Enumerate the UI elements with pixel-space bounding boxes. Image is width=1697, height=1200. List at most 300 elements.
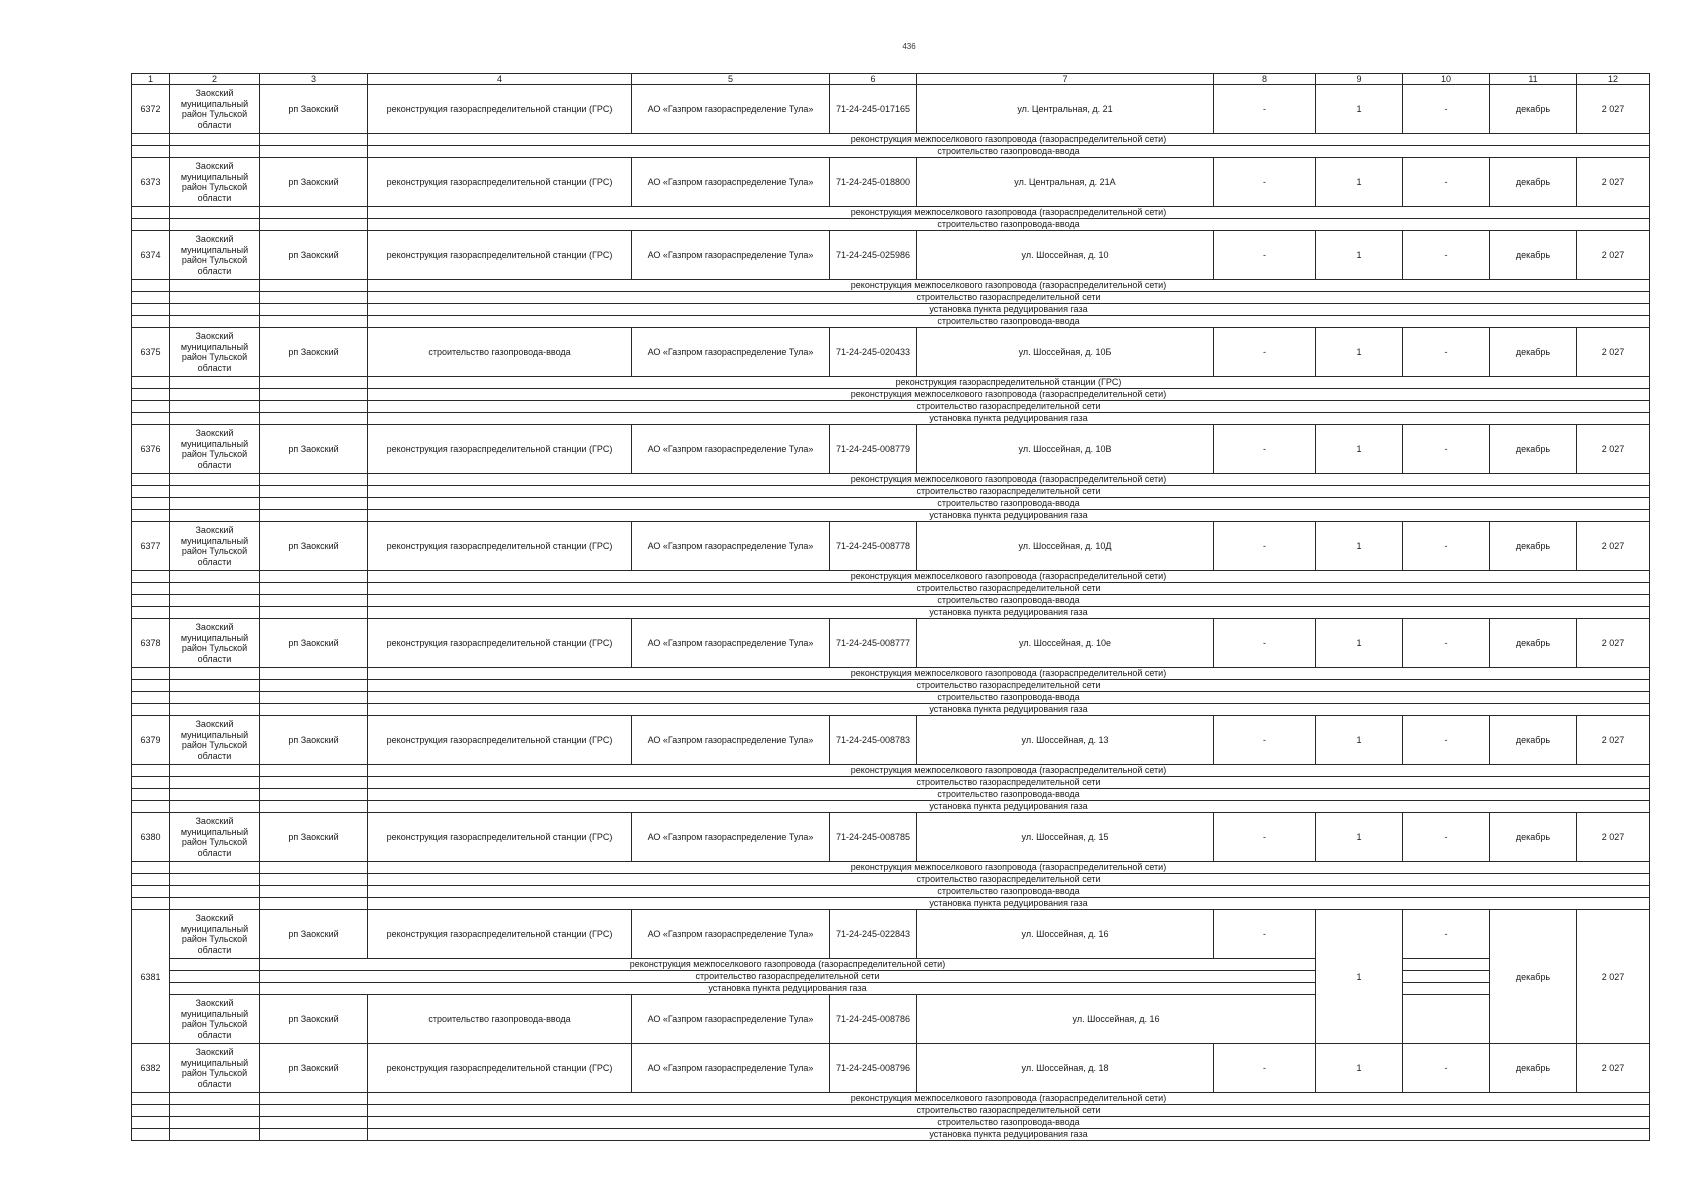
sub-work-text: реконструкция межпоселкового газопровода (газораспределительной сети) (260, 959, 1316, 971)
col-header: 10 (1403, 74, 1490, 85)
sub-work-text: установка пункта редуцирования газа (368, 801, 1650, 813)
empty-cell (170, 692, 260, 704)
sub-work-row (132, 474, 1650, 486)
month: декабрь (1490, 425, 1577, 474)
organization: АО «Газпром газораспределение Тула» (632, 619, 830, 668)
empty-cell (132, 292, 170, 304)
empty-cell (260, 704, 368, 716)
empty-cell (132, 583, 170, 595)
record-number: 6376 (132, 425, 170, 474)
empty-cell (170, 583, 260, 595)
empty-cell (260, 862, 368, 874)
empty-cell (170, 474, 260, 486)
col-10-value: - (1403, 716, 1490, 765)
settlement: рп Заокский (260, 813, 368, 862)
sub-work-text: строительство газораспределительной сети (368, 777, 1650, 789)
district: Заокский муниципальный район Тульской области (170, 1044, 260, 1093)
empty-cell (132, 510, 170, 522)
object-code: 71-24-245-020433 (830, 328, 917, 377)
district: Заокский муниципальный район Тульской области (170, 522, 260, 571)
address: ул. Шоссейная, д. 16 (917, 995, 1316, 1044)
sub-work-text: реконструкция межпоселкового газопровода (газораспределительной сети) (368, 668, 1650, 680)
col-header: 7 (917, 74, 1214, 85)
sub-work-text: установка пункта редуцирования газа (368, 304, 1650, 316)
col-header: 11 (1490, 74, 1577, 85)
empty-cell (170, 146, 260, 158)
record-number: 6372 (132, 85, 170, 134)
year: 2 027 (1577, 1044, 1650, 1093)
empty-cell (132, 862, 170, 874)
col-9-value: 1 (1316, 813, 1403, 862)
empty-cell (260, 607, 368, 619)
object-code: 71-24-245-008796 (830, 1044, 917, 1093)
empty-cell (260, 486, 368, 498)
object-code: 71-24-245-025986 (830, 231, 917, 280)
month: декабрь (1490, 522, 1577, 571)
record-number: 6378 (132, 619, 170, 668)
record-row (132, 716, 1650, 765)
object-code: 71-24-245-008785 (830, 813, 917, 862)
sub-work-row (132, 680, 1650, 692)
sub-work-row (132, 692, 1650, 704)
table-body (132, 74, 1650, 1141)
sub-work-row (132, 571, 1650, 583)
address: ул. Шоссейная, д. 10е (917, 619, 1214, 668)
record-row (132, 813, 1650, 862)
empty-cell (170, 413, 260, 425)
sub-work-row (132, 777, 1650, 789)
address: ул. Центральная, д. 21А (917, 158, 1214, 207)
col-9-value: 1 (1316, 85, 1403, 134)
col-header: 9 (1316, 74, 1403, 85)
organization: АО «Газпром газораспределение Тула» (632, 995, 830, 1044)
year: 2 027 (1577, 158, 1650, 207)
empty-cell (170, 316, 260, 328)
settlement: рп Заокский (260, 522, 368, 571)
col-9-value: 1 (1316, 1044, 1403, 1093)
district: Заокский муниципальный район Тульской области (170, 425, 260, 474)
settlement: рп Заокский (260, 716, 368, 765)
empty-cell (260, 292, 368, 304)
empty-cell (260, 146, 368, 158)
col-9-value: 1 (1316, 328, 1403, 377)
sub-work-row (132, 1093, 1650, 1105)
empty-cell (1403, 971, 1490, 983)
empty-cell (260, 207, 368, 219)
empty-cell (132, 316, 170, 328)
work-type: реконструкция газораспределительной станции (ГРС) (368, 1044, 632, 1093)
sub-work-text: строительство газопровода-ввода (368, 789, 1650, 801)
sub-work-row (132, 377, 1650, 389)
address: ул. Шоссейная, д. 10Д (917, 522, 1214, 571)
sub-work-row (132, 401, 1650, 413)
empty-cell (170, 959, 260, 971)
object-code: 71-24-245-008779 (830, 425, 917, 474)
object-code: 71-24-245-008778 (830, 522, 917, 571)
object-code: 71-24-245-008783 (830, 716, 917, 765)
empty-cell (260, 680, 368, 692)
empty-cell (132, 1093, 170, 1105)
empty-cell (170, 134, 260, 146)
empty-cell (132, 874, 170, 886)
empty-cell (170, 874, 260, 886)
sub-work-text: строительство газопровода-ввода (368, 219, 1650, 231)
record-row (132, 328, 1650, 377)
address: ул. Шоссейная, д. 10 (917, 231, 1214, 280)
sub-work-row (132, 510, 1650, 522)
header-row (132, 74, 1650, 85)
empty-cell (170, 1117, 260, 1129)
record-number: 6382 (132, 1044, 170, 1093)
work-type: реконструкция газораспределительной станции (ГРС) (368, 158, 632, 207)
empty-cell (132, 704, 170, 716)
empty-cell (132, 474, 170, 486)
empty-cell (260, 498, 368, 510)
sub-work-text: строительство газопровода-ввода (368, 1117, 1650, 1129)
empty-cell (260, 401, 368, 413)
sub-work-text: реконструкция межпоселкового газопровода (газораспределительной сети) (368, 862, 1650, 874)
empty-cell (132, 304, 170, 316)
empty-cell (170, 886, 260, 898)
col-9-value: 1 (1316, 231, 1403, 280)
address: ул. Шоссейная, д. 13 (917, 716, 1214, 765)
col-10-value: - (1403, 522, 1490, 571)
district: Заокский муниципальный район Тульской области (170, 995, 260, 1044)
sub-work-text: установка пункта редуцирования газа (368, 607, 1650, 619)
sub-work-row (132, 668, 1650, 680)
sub-work-row (132, 146, 1650, 158)
empty-cell (170, 789, 260, 801)
address: ул. Шоссейная, д. 18 (917, 1044, 1214, 1093)
empty-cell (132, 389, 170, 401)
sub-work-row (132, 134, 1650, 146)
sub-work-text: установка пункта редуцирования газа (368, 1129, 1650, 1141)
empty-cell (170, 983, 260, 995)
empty-cell (170, 680, 260, 692)
district: Заокский муниципальный район Тульской области (170, 231, 260, 280)
sub-work-row (132, 874, 1650, 886)
sub-work-row (132, 1105, 1650, 1117)
empty-cell (132, 219, 170, 231)
empty-cell (260, 377, 368, 389)
sub-work-text: установка пункта редуцирования газа (368, 704, 1650, 716)
district: Заокский муниципальный район Тульской области (170, 158, 260, 207)
sub-work-text: строительство газораспределительной сети (368, 1105, 1650, 1117)
col-10-value: - (1403, 813, 1490, 862)
sub-work-text: установка пункта редуцирования газа (368, 413, 1650, 425)
empty-cell (260, 304, 368, 316)
empty-cell (132, 134, 170, 146)
empty-cell (260, 1129, 368, 1141)
empty-cell (132, 801, 170, 813)
empty-cell (170, 971, 260, 983)
col-8-value: - (1214, 619, 1316, 668)
empty-cell (170, 510, 260, 522)
record-row (132, 231, 1650, 280)
sub-work-row (132, 498, 1650, 510)
sub-work-text: строительство газопровода-ввода (368, 498, 1650, 510)
empty-cell (260, 413, 368, 425)
object-code: 71-24-245-008777 (830, 619, 917, 668)
empty-cell (170, 1093, 260, 1105)
empty-cell (170, 777, 260, 789)
empty-cell (170, 280, 260, 292)
district: Заокский муниципальный район Тульской области (170, 813, 260, 862)
month: декабрь (1490, 1044, 1577, 1093)
empty-cell (170, 304, 260, 316)
address: ул. Шоссейная, д. 10В (917, 425, 1214, 474)
col-header: 3 (260, 74, 368, 85)
empty-cell (260, 765, 368, 777)
organization: АО «Газпром газораспределение Тула» (632, 328, 830, 377)
col-10-value: - (1403, 231, 1490, 280)
year: 2 027 (1577, 425, 1650, 474)
empty-cell (260, 474, 368, 486)
sub-work-row (132, 607, 1650, 619)
empty-cell (1403, 959, 1490, 971)
empty-cell (132, 401, 170, 413)
empty-cell (170, 219, 260, 231)
empty-cell (170, 207, 260, 219)
sub-work-text: реконструкция межпоселкового газопровода (газораспределительной сети) (368, 207, 1650, 219)
empty-cell (170, 607, 260, 619)
empty-cell (132, 1105, 170, 1117)
settlement: рп Заокский (260, 995, 368, 1044)
settlement: рп Заокский (260, 910, 368, 959)
sub-work-row (132, 862, 1650, 874)
sub-work-row (132, 971, 1650, 983)
address: ул. Шоссейная, д. 16 (917, 910, 1214, 959)
year: 2 027 (1577, 910, 1650, 1044)
col-header: 4 (368, 74, 632, 85)
empty-cell (132, 680, 170, 692)
empty-cell (170, 571, 260, 583)
col-9-value: 1 (1316, 158, 1403, 207)
empty-cell (260, 219, 368, 231)
sub-work-row (132, 304, 1650, 316)
col-header: 5 (632, 74, 830, 85)
sub-work-row (132, 801, 1650, 813)
year: 2 027 (1577, 619, 1650, 668)
sub-work-text: строительство газопровода-ввода (368, 146, 1650, 158)
page-number: 436 (902, 42, 916, 51)
sub-work-row (132, 595, 1650, 607)
record-row (132, 85, 1650, 134)
col-8-value: - (1214, 231, 1316, 280)
organization: АО «Газпром газораспределение Тула» (632, 522, 830, 571)
sub-work-row (132, 765, 1650, 777)
sub-work-row (132, 789, 1650, 801)
col-header: 6 (830, 74, 917, 85)
work-type: реконструкция газораспределительной станции (ГРС) (368, 522, 632, 571)
empty-cell (260, 898, 368, 910)
empty-cell (132, 146, 170, 158)
empty-cell (260, 789, 368, 801)
sub-work-text: строительство газораспределительной сети (368, 583, 1650, 595)
empty-cell (132, 777, 170, 789)
empty-cell (132, 789, 170, 801)
sub-work-row (132, 219, 1650, 231)
col-header: 12 (1577, 74, 1650, 85)
col-8-value: - (1214, 158, 1316, 207)
record-number: 6380 (132, 813, 170, 862)
year: 2 027 (1577, 716, 1650, 765)
sub-work-text: строительство газораспределительной сети (368, 874, 1650, 886)
empty-cell (260, 389, 368, 401)
record-number: 6379 (132, 716, 170, 765)
empty-cell (170, 765, 260, 777)
empty-cell (170, 292, 260, 304)
empty-cell (132, 898, 170, 910)
settlement: рп Заокский (260, 158, 368, 207)
empty-cell (260, 280, 368, 292)
sub-work-text: установка пункта редуцирования газа (260, 983, 1316, 995)
empty-cell (170, 704, 260, 716)
month: декабрь (1490, 158, 1577, 207)
empty-cell (170, 1105, 260, 1117)
organization: АО «Газпром газораспределение Тула» (632, 231, 830, 280)
col-10-value: - (1403, 158, 1490, 207)
record-row (132, 522, 1650, 571)
col-8-value: - (1214, 522, 1316, 571)
empty-cell (260, 692, 368, 704)
sub-work-text: реконструкция межпоселкового газопровода (газораспределительной сети) (368, 134, 1650, 146)
sub-work-row (132, 959, 1650, 971)
empty-cell (170, 401, 260, 413)
sub-work-text: строительство газопровода-ввода (368, 886, 1650, 898)
empty-cell (170, 668, 260, 680)
empty-cell (170, 486, 260, 498)
sub-work-text: строительство газопровода-ввода (368, 595, 1650, 607)
col-10-value: - (1403, 85, 1490, 134)
district: Заокский муниципальный район Тульской области (170, 328, 260, 377)
sub-work-text: строительство газораспределительной сети (368, 486, 1650, 498)
empty-cell (170, 498, 260, 510)
sub-work-row (132, 280, 1650, 292)
month: декабрь (1490, 716, 1577, 765)
sub-work-row (132, 898, 1650, 910)
empty-cell (1403, 995, 1490, 1044)
object-code: 71-24-245-022843 (830, 910, 917, 959)
empty-cell (260, 801, 368, 813)
district: Заокский муниципальный район Тульской области (170, 85, 260, 134)
col-9-value: 1 (1316, 619, 1403, 668)
col-8-value: - (1214, 1044, 1316, 1093)
sub-work-text: строительство газопровода-ввода (368, 316, 1650, 328)
sub-work-row (132, 389, 1650, 401)
sub-work-text: реконструкция межпоселкового газопровода (газораспределительной сети) (368, 765, 1650, 777)
col-10-value: - (1403, 328, 1490, 377)
empty-cell (260, 668, 368, 680)
organization: АО «Газпром газораспределение Тула» (632, 813, 830, 862)
col-9-value: 1 (1316, 522, 1403, 571)
work-type: строительство газопровода-ввода (368, 328, 632, 377)
sub-work-text: строительство газопровода-ввода (368, 692, 1650, 704)
record-row (132, 995, 1650, 1044)
empty-cell (260, 1093, 368, 1105)
col-header: 8 (1214, 74, 1316, 85)
object-code: 71-24-245-018800 (830, 158, 917, 207)
month: декабрь (1490, 85, 1577, 134)
work-type: реконструкция газораспределительной станции (ГРС) (368, 231, 632, 280)
work-type: реконструкция газораспределительной станции (ГРС) (368, 85, 632, 134)
district: Заокский муниципальный район Тульской области (170, 716, 260, 765)
address: ул. Центральная, д. 21 (917, 85, 1214, 134)
sub-work-text: реконструкция газораспределительной станции (ГРС) (368, 377, 1650, 389)
sub-work-row (132, 413, 1650, 425)
col-header: 2 (170, 74, 260, 85)
district: Заокский муниципальный район Тульской области (170, 910, 260, 959)
empty-cell (260, 777, 368, 789)
settlement: рп Заокский (260, 1044, 368, 1093)
col-10-value: - (1403, 910, 1490, 959)
month: декабрь (1490, 910, 1577, 1044)
sub-work-text: строительство газораспределительной сети (368, 292, 1650, 304)
record-row (132, 619, 1650, 668)
organization: АО «Газпром газораспределение Тула» (632, 910, 830, 959)
sub-work-row (132, 983, 1650, 995)
col-10-value: - (1403, 425, 1490, 474)
work-type: реконструкция газораспределительной станции (ГРС) (368, 910, 632, 959)
sub-work-text: установка пункта редуцирования газа (368, 898, 1650, 910)
empty-cell (132, 413, 170, 425)
sub-work-text: реконструкция межпоселкового газопровода (газораспределительной сети) (368, 474, 1650, 486)
col-8-value: - (1214, 716, 1316, 765)
empty-cell (132, 668, 170, 680)
record-row (132, 910, 1650, 959)
sub-work-row (132, 207, 1650, 219)
work-type: реконструкция газораспределительной станции (ГРС) (368, 813, 632, 862)
month: декабрь (1490, 619, 1577, 668)
sub-work-row (132, 886, 1650, 898)
month: декабрь (1490, 231, 1577, 280)
month: декабрь (1490, 328, 1577, 377)
sub-work-text: реконструкция межпоселкового газопровода (газораспределительной сети) (368, 389, 1650, 401)
sub-work-text: реконструкция межпоселкового газопровода (газораспределительной сети) (368, 1093, 1650, 1105)
col-8-value: - (1214, 813, 1316, 862)
organization: АО «Газпром газораспределение Тула» (632, 425, 830, 474)
record-row (132, 158, 1650, 207)
sub-work-row (132, 486, 1650, 498)
empty-cell (132, 765, 170, 777)
record-number: 6374 (132, 231, 170, 280)
empty-cell (170, 595, 260, 607)
sub-work-row (132, 316, 1650, 328)
year: 2 027 (1577, 522, 1650, 571)
settlement: рп Заокский (260, 328, 368, 377)
col-header: 1 (132, 74, 170, 85)
work-type: реконструкция газораспределительной станции (ГРС) (368, 716, 632, 765)
sub-work-text: реконструкция межпоселкового газопровода (газораспределительной сети) (368, 280, 1650, 292)
empty-cell (132, 498, 170, 510)
empty-cell (260, 134, 368, 146)
empty-cell (132, 1117, 170, 1129)
empty-cell (170, 377, 260, 389)
address: ул. Шоссейная, д. 10Б (917, 328, 1214, 377)
empty-cell (132, 886, 170, 898)
sub-work-text: реконструкция межпоселкового газопровода (газораспределительной сети) (368, 571, 1650, 583)
record-number: 6381 (132, 910, 170, 1044)
empty-cell (170, 1129, 260, 1141)
empty-cell (260, 874, 368, 886)
district: Заокский муниципальный район Тульской области (170, 619, 260, 668)
year: 2 027 (1577, 813, 1650, 862)
empty-cell (260, 316, 368, 328)
object-code: 71-24-245-017165 (830, 85, 917, 134)
col-10-value: - (1403, 619, 1490, 668)
organization: АО «Газпром газораспределение Тула» (632, 716, 830, 765)
work-type: реконструкция газораспределительной станции (ГРС) (368, 619, 632, 668)
